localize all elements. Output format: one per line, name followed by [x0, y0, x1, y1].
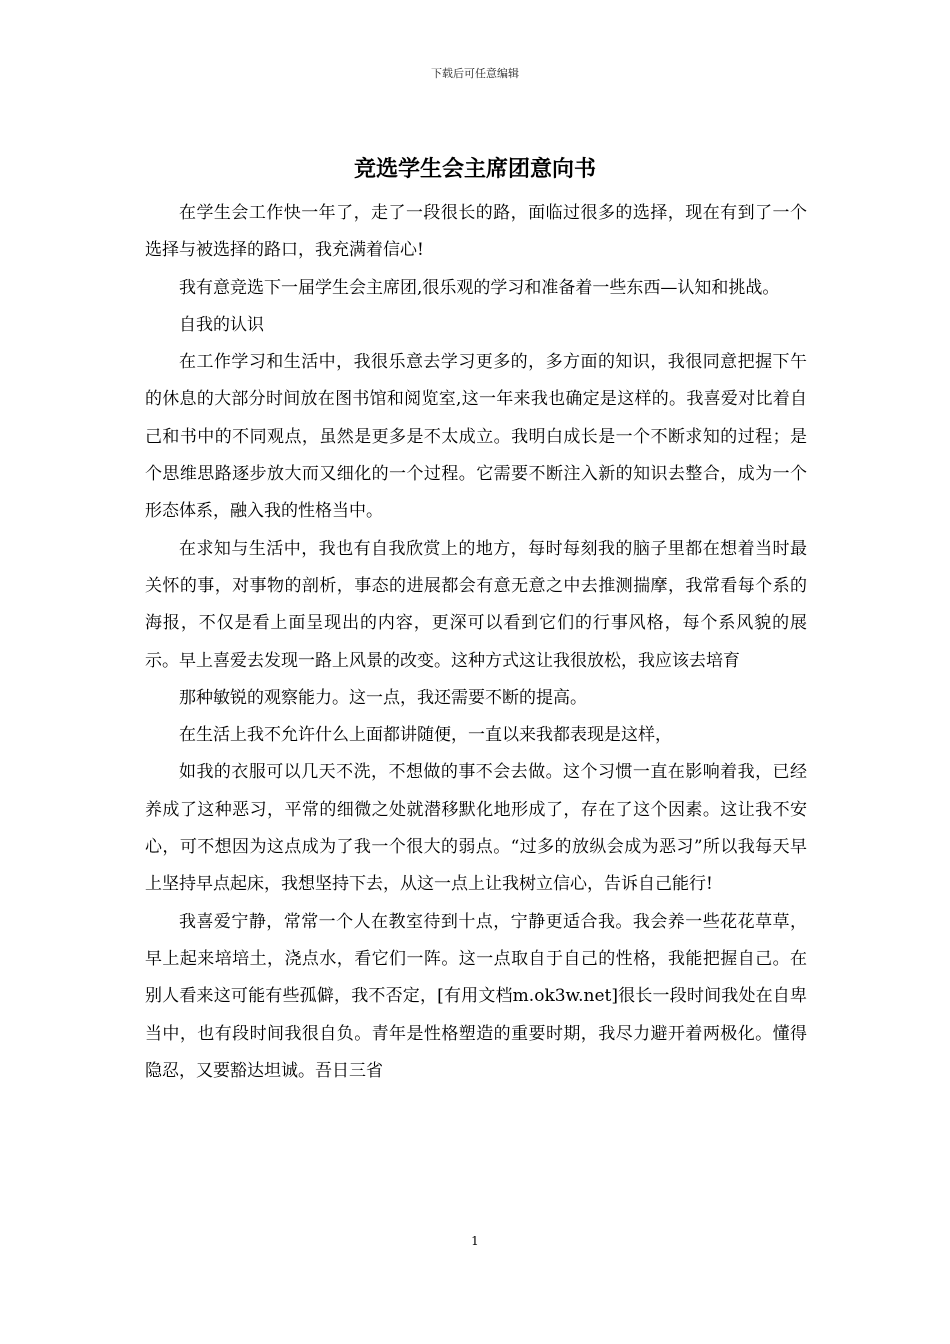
- page-number: 1: [471, 1234, 479, 1248]
- paragraph: 我喜爱宁静，常常一个人在教室待到十点，宁静更适合我。我会养一些花花草草，早上起来培培土，浇点水，看它们一阵。这一点取自于自己的性格，我能把握自己。在别人看来这可能有些孤僻，我不否定，[有用文档m.ok3w.net]很长一段时间我处在自卑当中，也有段时间我很自负。青年是性格塑造的重要时期，我尽力避开着两极化。懂得隐忍，又要豁达坦诚。吾日三省: [145, 911, 807, 1081]
- paragraph: 我有意竞选下一届学生会主席团,很乐观的学习和准备着一些东西—认知和挑战。: [179, 277, 780, 298]
- paragraph: 那种敏锐的观察能力。这一点，我还需要不断的提高。: [179, 687, 587, 708]
- document-title: 竞选学生会主席团意向书: [353, 157, 596, 182]
- section-heading: 自我的认识: [179, 314, 264, 335]
- header-note: 下载后可任意编辑: [431, 67, 519, 80]
- paragraph: 在求知与生活中，我也有自我欣赏上的地方，每时每刻我的脑子里都在想着当时最关怀的事，对事物的剖析，事态的进展都会有意无意之中去推测揣摩，我常看每个系的海报，不仅是看上面呈现出的内容，更深可以看到它们的行事风格，每个系风貌的展示。早上喜爱去发现一路上风景的改变。这种方式这让我很放松，我应该去培育: [145, 538, 807, 671]
- paragraph: 在生活上我不允许什么上面都讲随便，一直以来我都表现是这样，: [179, 725, 672, 746]
- paragraph: 在学生会工作快一年了，走了一段很长的路，面临过很多的选择，现在有到了一个选择与被选择的路口，我充满着信心!: [145, 203, 807, 261]
- paragraph: 如我的衣服可以几天不洗，不想做的事不会去做。这个习惯一直在影响着我，已经养成了这种恶习，平常的细微之处就潜移默化地形成了，存在了这个因素。这让我不安心，可不想因为这点成为了我一个很大的弱点。“过多的放纵会成为恶习”所以我每天早上坚持早点起床，我想坚持下去，从这一点上让我树立信心，告诉自己能行!: [145, 762, 807, 895]
- paragraph: 在工作学习和生活中，我很乐意去学习更多的，多方面的知识，我很同意把握下午的休息的大部分时间放在图书馆和阅览室,这一年来我也确定是这样的。我喜爱对比着自己和书中的不同观点，虽然是更多是不太成立。我明白成长是一个不断求知的过程；是个思维思路逐步放大而又细化的一个过程。它需要不断注入新的知识去整合，成为一个形态体系，融入我的性格当中。: [145, 352, 807, 522]
- document-body: [145, 195, 807, 1090]
